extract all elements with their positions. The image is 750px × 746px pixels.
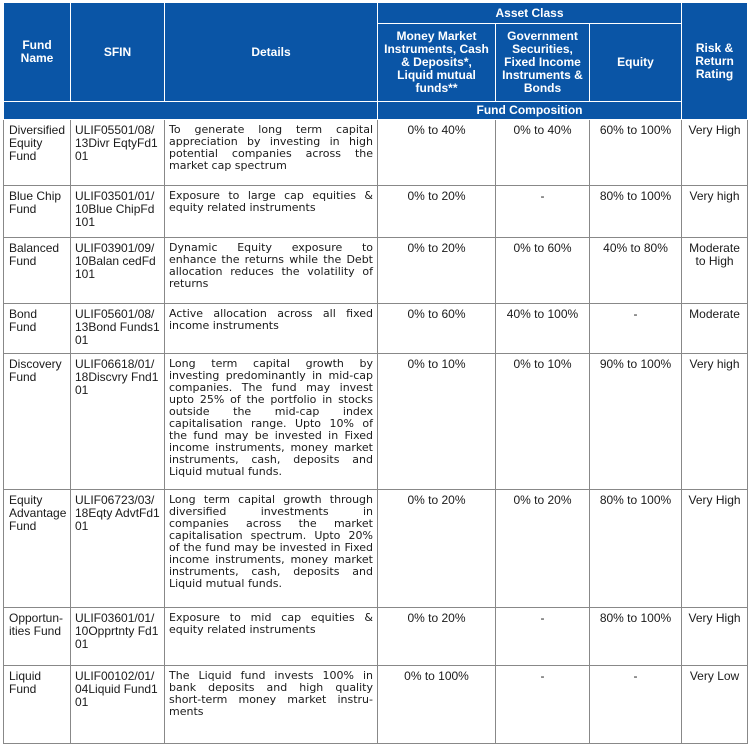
header-fund-composition: Fund Composition — [378, 102, 682, 120]
table-row — [4, 608, 748, 666]
government-cell: - — [496, 666, 590, 744]
fund-name-cell: Blue Chip Fund — [4, 186, 71, 238]
risk-cell: Very High — [682, 490, 748, 608]
fund-name-cell: Balanced Fund — [4, 238, 71, 304]
table-row — [4, 490, 748, 608]
government-cell: 40% to 100% — [496, 304, 590, 354]
details-cell: Long term capital growth through diversified investments in companies across the market capitalisation spectrum. Upto 20% of the fund may be invested in Fixed income instruments, money market instruments, cash, deposits and Liquid mutual funds. — [165, 490, 378, 608]
money-market-cell: 0% to 10% — [378, 354, 496, 490]
header-fund-name: Fund Name — [4, 3, 71, 102]
details-cell: To generate long term capital appreciation by investing in high potential companies across the market cap spectrum — [165, 120, 378, 186]
government-cell: 0% to 20% — [496, 490, 590, 608]
risk-cell: Very Low — [682, 666, 748, 744]
details-cell: Dynamic Equity exposure to enhance the returns while the Debt allocation reduces the volatility of returns — [165, 238, 378, 304]
sfin-cell: ULIF06618/01/18Discvry Fnd101 — [71, 354, 165, 490]
sfin-cell: ULIF03901/09/10Balan cedFd101 — [71, 238, 165, 304]
money-market-cell: 0% to 20% — [378, 490, 496, 608]
government-cell: 0% to 60% — [496, 238, 590, 304]
header-money-market: Money Market Instruments, Cash & Deposits*, Liquid mutual funds** — [378, 24, 496, 102]
details-cell: Exposure to mid cap equities & equity related instruments — [165, 608, 378, 666]
equity-cell: 80% to 100% — [590, 608, 682, 666]
risk-cell: Moderate — [682, 304, 748, 354]
fund-name-cell: Discovery Fund — [4, 354, 71, 490]
money-market-cell: 0% to 100% — [378, 666, 496, 744]
sfin-cell: ULIF03501/01/10Blue ChipFd101 — [71, 186, 165, 238]
details-cell: Active allocation across all fixed income instruments — [165, 304, 378, 354]
equity-cell: - — [590, 304, 682, 354]
risk-cell: Very High — [682, 608, 748, 666]
equity-cell: 40% to 80% — [590, 238, 682, 304]
equity-cell: 90% to 100% — [590, 354, 682, 490]
sfin-cell: ULIF03601/01/10Opprtnty Fd101 — [71, 608, 165, 666]
equity-cell: 60% to 100% — [590, 120, 682, 186]
sfin-cell: ULIF00102/01/04Liquid Fund101 — [71, 666, 165, 744]
header-equity: Equity — [590, 24, 682, 102]
fund-name-cell: Liquid Fund — [4, 666, 71, 744]
header-details: Details — [165, 3, 378, 102]
fund-name-cell: Equity Advantage Fund — [4, 490, 71, 608]
money-market-cell: 0% to 40% — [378, 120, 496, 186]
government-cell: - — [496, 186, 590, 238]
government-cell: 0% to 40% — [496, 120, 590, 186]
risk-cell: Very high — [682, 354, 748, 490]
government-cell: 0% to 10% — [496, 354, 590, 490]
risk-cell: Very High — [682, 120, 748, 186]
header-blank — [4, 102, 378, 120]
details-cell: Exposure to large cap equities & equity related instruments — [165, 186, 378, 238]
table-row — [4, 304, 748, 354]
equity-cell: 80% to 100% — [590, 490, 682, 608]
details-cell: The Liquid fund invests 100% in bank deposits and high quality short-term money market instru-ments — [165, 666, 378, 744]
sfin-cell: ULIF05601/08/13Bond Funds101 — [71, 304, 165, 354]
equity-cell: - — [590, 666, 682, 744]
table-row — [4, 666, 748, 744]
money-market-cell: 0% to 20% — [378, 186, 496, 238]
header-sfin: SFIN — [71, 3, 165, 102]
money-market-cell: 0% to 20% — [378, 608, 496, 666]
table-row — [4, 238, 748, 304]
table-row — [4, 186, 748, 238]
fund-name-cell: Diversified Equity Fund — [4, 120, 71, 186]
fund-name-cell: Bond Fund — [4, 304, 71, 354]
header-asset-class: Asset Class — [378, 3, 682, 24]
risk-cell: Moderate to High — [682, 238, 748, 304]
fund-table — [3, 2, 748, 744]
risk-cell: Very high — [682, 186, 748, 238]
table-row — [4, 354, 748, 490]
money-market-cell: 0% to 60% — [378, 304, 496, 354]
equity-cell: 80% to 100% — [590, 186, 682, 238]
details-cell: Long term capital growth by investing predominantly in mid-cap companies. The fund may invest upto 25% of the portfolio in stocks outside the mid-cap index capitalisation range. Upto 10% of the fund may be invested in Fixed income instruments, money market instruments, cash, deposits and Liquid mutual funds. — [165, 354, 378, 490]
money-market-cell: 0% to 20% — [378, 238, 496, 304]
header-government: Government Securities, Fixed Income Instruments & Bonds — [496, 24, 590, 102]
fund-name-cell: Opportun-ities Fund — [4, 608, 71, 666]
header-risk: Risk & Return Rating — [682, 3, 748, 120]
sfin-cell: ULIF06723/03/18Eqty AdvtFd101 — [71, 490, 165, 608]
sfin-cell: ULIF05501/08/13Divr EqtyFd101 — [71, 120, 165, 186]
table-row — [4, 120, 748, 186]
government-cell: - — [496, 608, 590, 666]
